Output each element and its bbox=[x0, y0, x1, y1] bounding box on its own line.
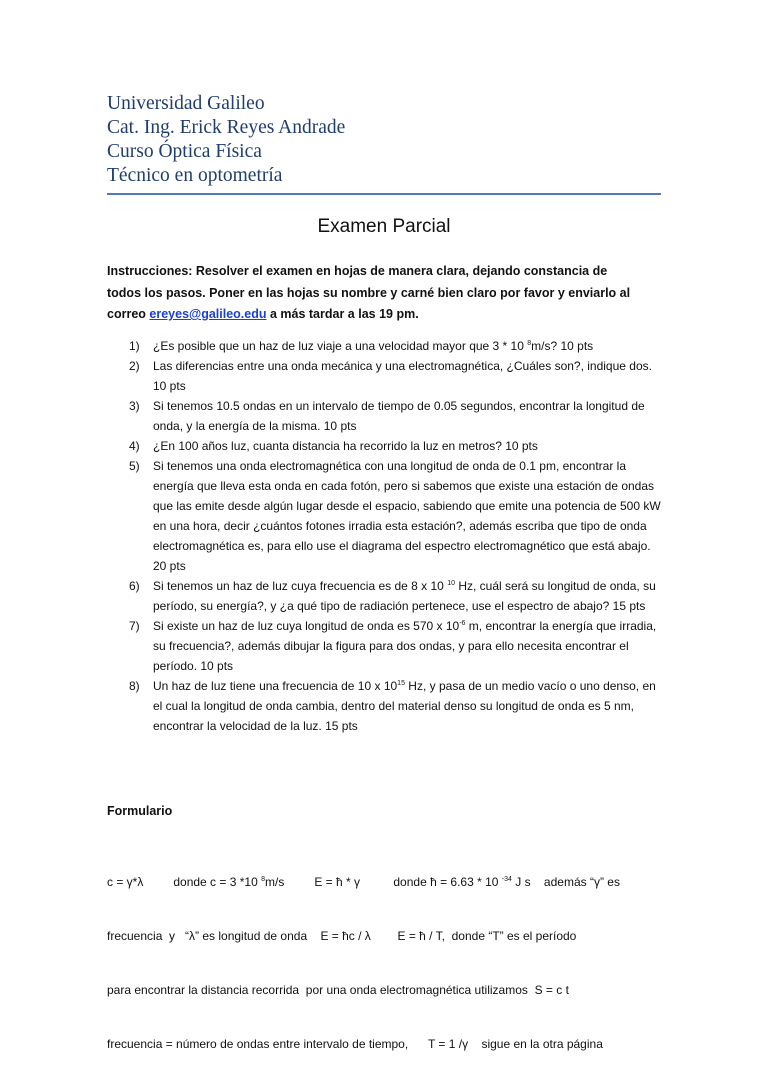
question-item bbox=[107, 616, 663, 676]
question-item bbox=[107, 436, 663, 456]
exponent: -6 bbox=[459, 620, 466, 627]
instructions-suffix: a más tardar a las 19 pm. bbox=[266, 307, 419, 321]
question-text: Un haz de luz tiene una frecuencia de 10 x 10 bbox=[153, 679, 398, 693]
question-text-cont: Hz, cuál será su longitud de onda, su período, su energía?, y ¿a qué tipo de radiación pertenece, use el espectro de abajo? 15 pts bbox=[153, 579, 656, 613]
program-name: Técnico en optometría bbox=[107, 165, 283, 186]
question-item bbox=[107, 336, 663, 356]
question-text-cont: Hz, y pasa de un medio vacío o uno denso, en el cual la longitud de onda cambia, dentro del material denso su longitud de onda es 5 nm, encontrar la velocidad de la luz. 15 pts bbox=[153, 679, 656, 733]
university-name: Universidad Galileo bbox=[107, 93, 265, 114]
instructions-line-1: Instrucciones: Resolver el examen en hojas de manera clara, dejando constancia de bbox=[107, 264, 608, 278]
course-name: Curso Óptica Física bbox=[107, 141, 262, 162]
formula-text: c = γ*λ donde c = 3 *10 bbox=[107, 875, 262, 889]
instructions bbox=[107, 261, 663, 326]
page-title: Examen Parcial bbox=[317, 216, 451, 237]
question-number: 3) bbox=[129, 399, 140, 413]
exponent: 8 bbox=[261, 876, 265, 883]
formula-line-3: para encontrar la distancia recorrida por una onda electromagnética utilizamos S = c t bbox=[107, 983, 569, 997]
question-number: 2) bbox=[129, 359, 140, 373]
question-list bbox=[107, 336, 663, 736]
formula-line-4: frecuencia = número de ondas entre intervalo de tiempo, T = 1 /γ sigue en la otra página bbox=[107, 1037, 603, 1051]
formula-line-1 bbox=[107, 873, 667, 891]
question-item bbox=[107, 396, 663, 436]
question-number: 8) bbox=[129, 679, 140, 693]
question-text: ¿Es posible que un haz de luz viaje a una velocidad mayor que 3 * 10 bbox=[153, 339, 528, 353]
instructor-name: Cat. Ing. Erick Reyes Andrade bbox=[107, 117, 346, 138]
exponent: -34 bbox=[501, 876, 512, 883]
formula-text: J s además “γ” es bbox=[511, 875, 620, 889]
exponent: 15 bbox=[397, 680, 405, 687]
question-text: Si tenemos un haz de luz cuya frecuencia es de 8 x 10 bbox=[153, 579, 448, 593]
instructions-prefix: correo bbox=[107, 307, 150, 321]
question-text-cont: m/s? 10 pts bbox=[531, 339, 594, 353]
question-text-cont: m, encontrar la energía que irradia, su frecuencia?, además dibujar la figura para dos ondas, y para ello necesita encontrar el período. 10 pts bbox=[153, 619, 657, 673]
question-item bbox=[107, 456, 663, 576]
exponent: 8 bbox=[527, 340, 532, 347]
formula-text: m/s E = ħ * γ donde ħ = 6.63 * 10 bbox=[265, 875, 502, 889]
question-item bbox=[107, 676, 663, 736]
question-item bbox=[107, 576, 663, 616]
question-text: Si tenemos 10.5 ondas en un intervalo de tiempo de 0.05 segundos, encontrar la longitud de onda, y la energía de la misma. 10 pts bbox=[153, 399, 645, 433]
instructions-line-2: todos los pasos. Poner en las hojas su nombre y carné bien claro por favor y enviarlo al bbox=[107, 285, 631, 300]
exponent: 10 bbox=[447, 580, 455, 587]
header-block bbox=[107, 92, 345, 188]
formulario-heading: Formulario bbox=[107, 804, 173, 818]
question-number: 6) bbox=[129, 579, 140, 593]
question-text: Las diferencias entre una onda mecánica y una electromagnética, ¿Cuáles son?, indique dos. 10 pts bbox=[153, 359, 652, 393]
question-number: 5) bbox=[129, 459, 140, 473]
question-text: Si tenemos una onda electromagnética con una longitud de onda de 0.1 pm, encontrar la energía que lleva esta onda en cada fotón, pero si sabemos que existe una estación de ondas que las emite desde algún lugar desde el espacio, sabiendo que emite una potencia de 500 kW en una hora, decir ¿cuántos fotones irradia esta estación?, además escriba que tipo de onda electromagnética es, para ello use el diagrama del espectro electromagnético que está abajo. 20 pts bbox=[153, 459, 661, 573]
question-text: ¿En 100 años luz, cuanta distancia ha recorrido la luz en metros? 10 pts bbox=[153, 439, 538, 453]
question-text: Si existe un haz de luz cuya longitud de onda es 570 x 10 bbox=[153, 619, 460, 633]
email-link[interactable]: ereyes@galileo.edu bbox=[149, 307, 267, 321]
question-number: 4) bbox=[129, 439, 140, 453]
question-number: 1) bbox=[129, 339, 140, 353]
question-item bbox=[107, 356, 663, 396]
instructions-line-3 bbox=[107, 304, 663, 326]
question-number: 7) bbox=[129, 619, 140, 633]
formula-line-2: frecuencia y “λ” es longitud de onda E = ħc / λ E = ħ / T, donde “T” es el período bbox=[107, 929, 577, 943]
header-divider bbox=[107, 193, 661, 195]
formula-block bbox=[107, 837, 667, 1089]
